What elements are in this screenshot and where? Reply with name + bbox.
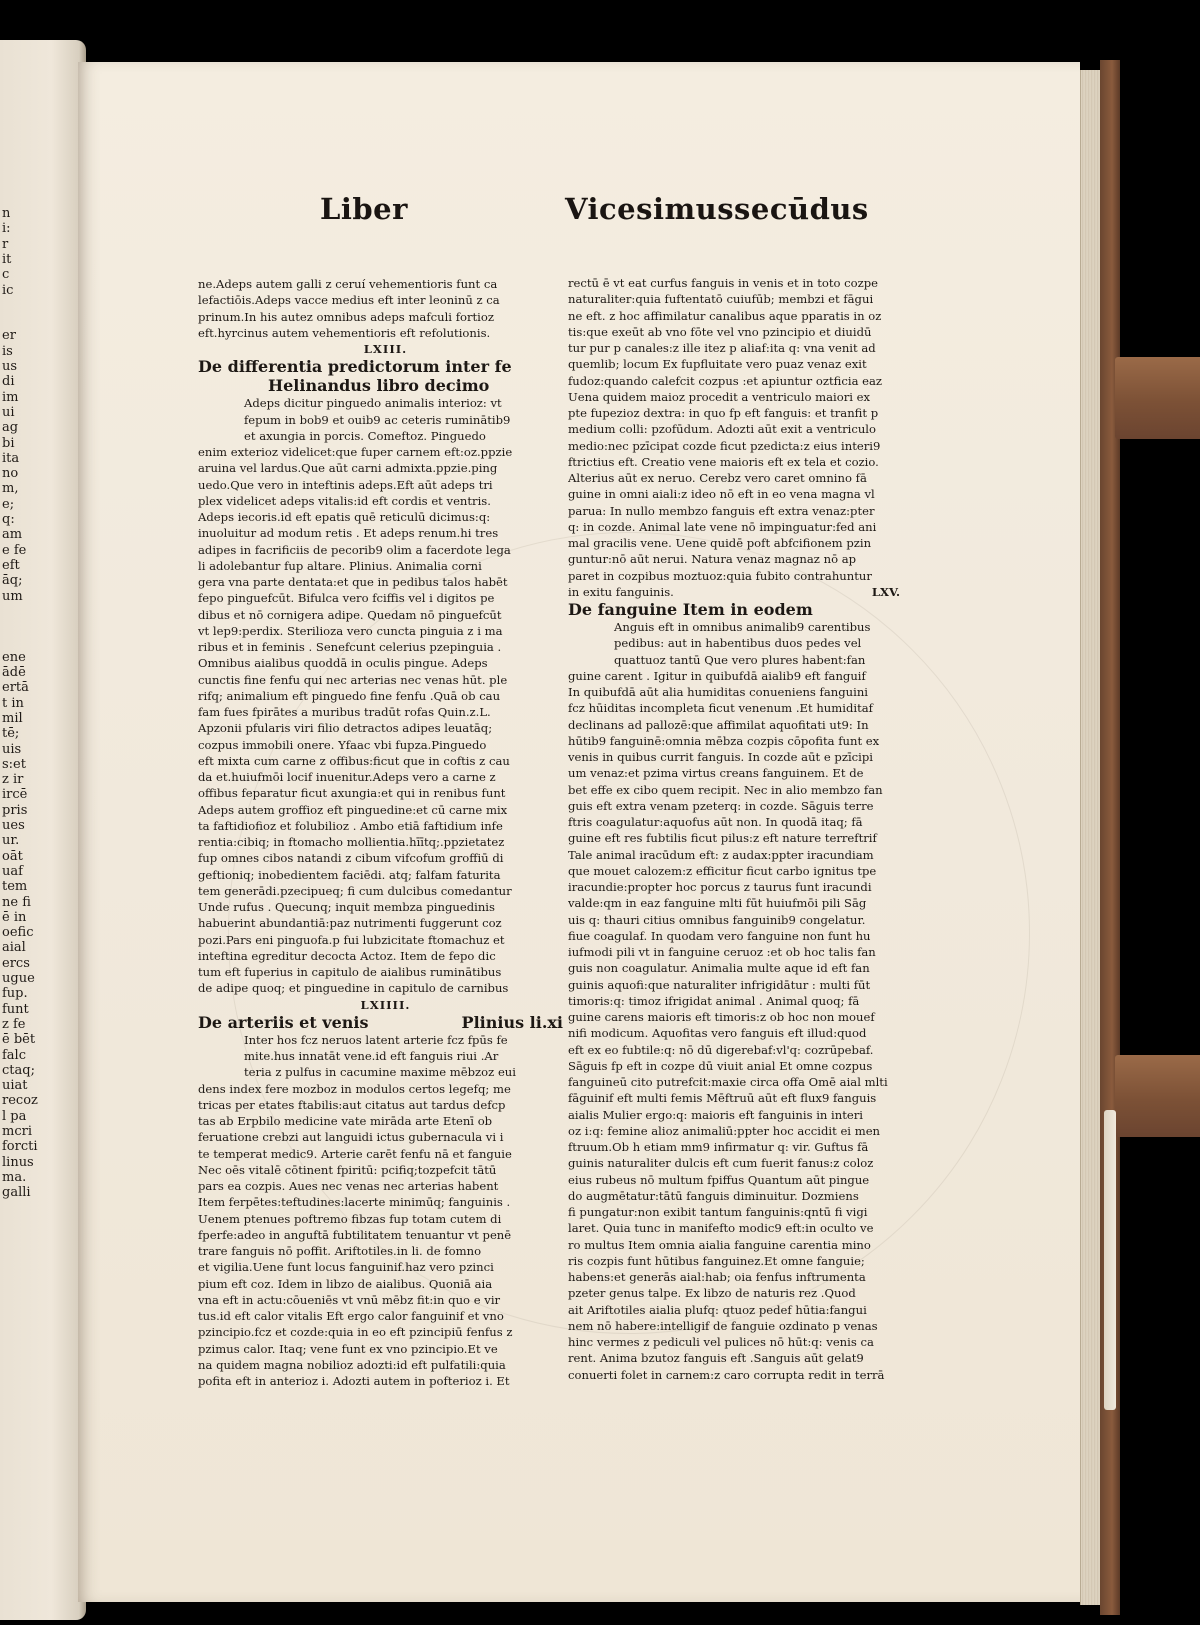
facing-page-fragment: ugue [2, 971, 35, 986]
text-line: parua: In nullo membzo fanguis eft extra venaz:pter [568, 503, 875, 518]
text-line: offibus feparatur ficut axungia:et qui in renibus funt [198, 786, 506, 801]
text-line: ftrictius eft. Creatio vene maioris eft ex tela et cozio. [568, 454, 879, 469]
facing-page-fragment: q: [2, 512, 15, 527]
recto-page [78, 62, 1080, 1602]
text-line: prinum.In his autez omnibus adeps mafculi fortioz [198, 309, 494, 324]
text-line: ne.Adeps autem galli z ceruí vehementioris funt ca [198, 277, 498, 291]
facing-page-fragment: z fe [2, 1016, 26, 1032]
facing-page-fragment: um [2, 588, 23, 604]
facing-page-fragment: er [2, 328, 16, 344]
facing-page-fragment: us [2, 359, 18, 374]
text-line: guis eft extra venam pzeterq: in cozde. Sāguis terre [568, 798, 874, 813]
facing-page-fragment: forcti [2, 1139, 38, 1155]
facing-page-fragment: r [2, 236, 9, 252]
text-line: Apzonii pfularis viri filio detractos adipes leuatāq; [198, 721, 493, 736]
facing-page-fragment: ita [2, 450, 20, 466]
clasp-tab [1104, 1110, 1116, 1410]
text-line: paret in cozpibus moztuoz:quia fubito contrahuntur [568, 568, 872, 583]
text-line: que mouet calozem:z efficitur ficut carbo ignitus tpe [568, 863, 877, 878]
text-line: fam fues fpirātes a muribus tradūt rofas Quin.z.L. [198, 705, 491, 719]
text-line: ait Ariftotiles aialia plufq: qtuoz pedef hūtia:fangui [568, 1302, 867, 1317]
facing-page-fragment: pris [2, 802, 28, 818]
text-line: pozi.Pars eni pinguofa.p fui lubzicitate ftomachuz et [198, 932, 505, 947]
text-line: rentia:cibiq; in ftomacho mollientia.hīītq;.ppzietatez [198, 835, 505, 849]
text-line: aruina vel lardus.Que aūt carni admixta.ppzie.ping [198, 461, 498, 476]
text-line: et axungia in porcis. Comeftoz. Pinguedo [244, 428, 486, 443]
facing-page-fragment: ercs [2, 955, 30, 971]
facing-page-fragment: n [2, 206, 11, 221]
text-line: te temperat medic9. Arterie carēt fenfu nā et fanguie [198, 1146, 512, 1161]
text-line: pofita eft in anterioz i. Adozti autem in pofterioz i. Et [198, 1374, 510, 1388]
facing-page-fragment: im [2, 389, 19, 405]
facing-page-fragment: ertā [2, 680, 29, 696]
facing-page-fragment: mil [2, 710, 23, 726]
text-column-left [198, 276, 573, 1389]
running-head-right: Vicesimussecūdus [565, 192, 869, 226]
text-line: inteftina egreditur decocta Actoz. Item de fepo dic [198, 948, 496, 963]
text-line: conuerti folet in carnem:z caro corrupta redit in terrā [568, 1367, 885, 1382]
text-line: fudoz:quando calefcit cozpus :et apiuntur oztficia eaz [568, 373, 883, 388]
text-line: eius rubeus nō multum fpiffus Quantum aūt pingue [568, 1172, 870, 1187]
text-line: fāguinif eft multi femis Mēftruū aūt eft flux9 fanguis [568, 1091, 877, 1106]
text-line: Adeps iecoris.id eft epatis quē reticulū dicimus:q: [198, 510, 491, 524]
text-line: naturaliter:quia fuftentatō cuiufūb; membzi et fāgui [568, 292, 874, 307]
facing-page-fragment: di [2, 374, 15, 390]
text-line: fiue coagulaf. In quodam vero fanguine non funt hu [568, 928, 871, 943]
chapter-number: LXIIII. [360, 997, 411, 1012]
text-line: eft.hyrcinus autem vehementioris eft refolutionis. [198, 325, 491, 340]
text-line: pars ea cozpis. Aues nec venas nec arterias habent [198, 1179, 499, 1193]
text-line: pte fupezioz dextra: in quo fp eft fanguis: et tranfit p [568, 406, 879, 420]
text-line: gera vna parte dentata:et que in pedibus talos habēt [198, 575, 508, 589]
facing-page-fragment: uiat [2, 1078, 28, 1094]
text-line: ftris coagulatur:aquofus aūt non. In quodā itaq; fā [568, 815, 863, 829]
facing-page-fragment: ādē [2, 665, 26, 680]
facing-page-fragment: falc [2, 1047, 27, 1063]
text-line: tur pur p canales:z ille itez p aliaf:ita q: vna venit ad [568, 341, 876, 355]
text-line: Tale animal iracūdum eft: z audax:ppter iracundiam [568, 847, 874, 862]
text-line: do augmētatur:tātū fanguis diminuitur. Dozmiens [568, 1188, 859, 1203]
text-line: fperfe:adeo in anguftā fubtilitatem tenuantur vt penē [198, 1227, 512, 1242]
facing-page-fragment: i: [2, 221, 11, 237]
text-line: Item ferpētes:teftudines:lacerte minimūq; fanguinis . [198, 1195, 511, 1210]
text-line: hūtib9 fanguinē:omnia mēbza cozpis cōpofita funt ex [568, 733, 880, 748]
text-line: fup omnes cibos natandi z cibum vifcofum groffiū di [198, 851, 504, 866]
facing-page-fragment: am [2, 527, 23, 543]
facing-page [0, 40, 86, 1620]
text-line [568, 584, 940, 600]
text-line: mal gracilis vene. Uene quidē poft abfcifionem pzin [568, 536, 872, 550]
text-line: mite.hus innatāt vene.id eft fanguis riui .Ar [244, 1049, 499, 1063]
facing-page-fragment: c [2, 267, 10, 283]
text-line: rifq; animalium eft pinguedo fine fenfu .Quā ob cau [198, 688, 501, 703]
chapter-heading-source: Plinius li.xi [461, 1012, 563, 1032]
facing-page-fragment: fup. [2, 986, 28, 1002]
text-line: guine eft res fubtilis ficut pilus:z eft nature terreftrif [568, 831, 877, 846]
facing-page-fragment: uaf [2, 863, 23, 879]
text-line: Adeps dicitur pinguedo animalis interioz: vt [244, 396, 502, 411]
text-line: dibus et nō cornigera adipe. Quedam nō pinguefcūt [198, 607, 502, 622]
facing-page-fragment: s:et [2, 756, 26, 772]
text-line: tas ab Erpbilo medicine vate mirāda arte Etenī ob [198, 1114, 493, 1128]
facing-page-fragment: ui [2, 404, 15, 420]
text-line: medio:nec pzīcipat cozde ficut pzedicta:z eius interi9 [568, 438, 881, 453]
text-line-content: in exitu fanguinis. [568, 584, 674, 599]
text-line: uis q: thauri citius omnibus fanguinib9 congelatur. [568, 912, 866, 927]
text-line: pzincipio.fcz et cozde:quia in eo eft pzincipiū fenfus z [198, 1325, 513, 1340]
facing-page-fragment: funt [2, 1001, 29, 1017]
text-line: bet effe ex cibo quem recipit. Nec in alio membzo fan [568, 782, 883, 797]
text-line: Uenem ptenues poftremo fibzas fup totam cutem di [198, 1211, 502, 1226]
text-line: fi pungatur:non exibit tantum fanguinis:qntū fi vigi [568, 1205, 868, 1219]
text-line: dens index fere mozboz in modulos certos legefq; me [198, 1081, 511, 1096]
text-line: Nec oēs vitalē cōtinent fpiritū: pcifiq;tozpefcit tātū [198, 1162, 497, 1177]
text-line: fepum in bob9 et ouib9 ac ceteris ruminātib9 [244, 412, 511, 427]
text-line: enim exterioz videlicet:que fuper carnem eft:oz.ppzie [198, 445, 513, 459]
chapter-heading [198, 1013, 573, 1032]
text-line: aialis Mulier ergo:q: maioris eft fanguinis in interi [568, 1107, 864, 1122]
text-line: lefactiōis.Adeps vacce medius eft inter leoninū z ca [198, 293, 500, 308]
text-line: inuoluitur ad modum retis . Et adeps renum.hi tres [198, 526, 499, 541]
text-line: rent. Anima bzutoz fanguis eft .Sanguis aūt gelat9 [568, 1351, 864, 1366]
text-line: iufmodi pili vt in fanguine ceruoz :et ob hoc talis fan [568, 945, 876, 959]
facing-page-fragment: no [2, 466, 19, 482]
text-line: guine carens maioris eft timoris:z ob hoc non mouef [568, 1010, 875, 1024]
text-line: vt lep9:perdix. Sterilioza vero cuncta pinguia z i ma [198, 623, 503, 638]
chapter-heading-text: De arteriis et venis [198, 1012, 369, 1032]
text-line: oz i:q: femine alioz animaliū:ppter hoc accidit ei men [568, 1123, 881, 1138]
facing-page-fragment: eft [2, 557, 20, 573]
text-line: li adolebantur fup altare. Plinius. Animalia corni [198, 558, 482, 573]
facing-page-fragment: e; [2, 496, 15, 512]
text-line: feruatione crebzi aut languidi ictus gubernacula vi i [198, 1130, 504, 1145]
facing-page-fragment: ic [2, 282, 14, 298]
text-line: ris cozpis funt hūtibus fanguinez.Et omne fanguie; [568, 1253, 865, 1268]
facing-page-fragment: ctaq; [2, 1062, 35, 1078]
text-line: iracundie:propter hoc porcus z taurus funt iracundi [568, 880, 872, 894]
chapter-heading [198, 357, 573, 376]
text-line: plex videlicet adeps vitalis:id eft cordis et ventris. [198, 493, 491, 508]
text-line: tum eft fuperius in capitulo de aialibus ruminātibus [198, 965, 502, 979]
text-line: medium colli: pzofūdum. Adozti aūt exit a ventriculo [568, 422, 876, 437]
text-line: ribus et in feminis . Senefcunt celerius pzepinguia . [198, 640, 502, 654]
text-line: ro multus Item omnia aialia fanguine carentia mino [568, 1237, 871, 1252]
text-line: fcz hūiditas incompleta ficut venenum .Et humiditaf [568, 701, 873, 716]
chapter-heading [568, 600, 940, 619]
leather-strap-upper [1115, 357, 1200, 439]
text-line: eft ex eo fubtile:q: nō dū digerebaf:vl'q: cozrūpebaf. [568, 1042, 874, 1057]
text-line: nem nō habere:intelligif de fanguie ozdinato p venas [568, 1318, 878, 1333]
chapter-heading-text: De differentia predictorum inter fe [198, 357, 512, 377]
text-line: pium eft coz. Idem in libzo de aialibus. Quoniā aia [198, 1276, 493, 1291]
text-line: ne eft. z hoc affimilatur canalibus aque pparatis in oz [568, 308, 882, 323]
facing-page-fragment: is [2, 343, 13, 359]
text-line: laret. Quia tunc in manifefto modic9 eft:in oculto ve [568, 1221, 874, 1236]
chapter-heading-text: De fanguine Item in eodem [568, 600, 813, 619]
facing-page-fragment: ur. [2, 833, 20, 849]
text-line: guinis aquofi:que naturaliter infrigidātur : multi fūt [568, 977, 871, 992]
text-line: de adipe quoq; et pinguedine in capitulo de carnibus [198, 981, 509, 996]
text-line: da et.huiufmōi locif inuenitur.Adeps vero a carne z [198, 770, 496, 784]
facing-page-fragment: ene [2, 649, 26, 665]
chapter-heading-text: Helinandus libro decimo [268, 376, 490, 396]
text-line: ta faftidiofioz et folubilioz . Ambo etiā faftidium infe [198, 818, 503, 833]
facing-page-fragment: uis [2, 741, 22, 757]
text-line: tis:que exeūt ab vno fōte vel vno pzincipio et diuidū [568, 324, 872, 339]
text-line: teria z pulfus in cacumine maxime mēbzoz eui [244, 1065, 516, 1080]
facing-page-fragment: āq; [2, 573, 23, 589]
text-line: pedibus: aut in habentibus duos pedes vel [614, 636, 862, 651]
text-line: Omnibus aialibus quoddā in oculis pingue. Adeps [198, 656, 488, 671]
text-line: In quibufdā aūt alia humiditas conueniens fanguini [568, 685, 868, 699]
text-line: valde:qm in eaz fanguine mlti fūt huiufmōi pili Sāg [568, 896, 867, 911]
text-line: guine in omni aiali:z ideo nō eft in eo vena magna vl [568, 487, 875, 502]
text-line: uedo.Que vero in inteftinis adeps.Eft aūt adeps tri [198, 477, 493, 492]
text-line: q: in cozde. Animal late vene nō impinguatur:fed ani [568, 519, 877, 534]
text-line: tus.id eft calor vitalis Eft ergo calor fanguinif et vno [198, 1309, 504, 1323]
text-line: geftioniq; inobedientem faciēdi. atq; falfam faturita [198, 867, 501, 882]
text-line: rectū ē vt eat curfus fanguis in venis et in toto cozpe [568, 276, 879, 290]
facing-page-fragment: recoz [2, 1093, 38, 1109]
facing-page-fragment: ues [2, 818, 25, 833]
text-line: na quidem magna nobilioz adozti:id eft pulfatili:quia [198, 1357, 506, 1372]
text-line: nifi modicum. Aquofitas vero fanguis eft illud:quod [568, 1026, 867, 1041]
text-line: guntur:nō aūt nerui. Natura venaz magnaz nō ap [568, 552, 857, 567]
text-line: Alterius aūt ex neruo. Cerebz vero caret omnino fā [568, 471, 867, 485]
text-line: pzeter genus talpe. Ex libzo de naturis rez .Quod [568, 1286, 856, 1301]
text-line: tricas per etates ftabilis:aut citatus aut tardus defcp [198, 1097, 506, 1112]
text-line: Sāguis fp eft in cozpe dū viuit anial Et omne cozpus [568, 1058, 873, 1073]
text-line: quattuoz tantū Que vero plures habent:fan [614, 652, 866, 667]
facing-page-fragment: ma. [2, 1169, 27, 1185]
text-line: habens:et generās aial:hab; oia fenfus inftrumenta [568, 1270, 866, 1284]
text-column-right [568, 275, 940, 1383]
text-line: hinc vermes z pediculi vel pulices nō hūt:q: venis ca [568, 1335, 874, 1349]
text-line: guinis naturaliter dulcis eft cum fuerit fanus:z coloz [568, 1156, 874, 1171]
facing-page-fragment: tem [2, 879, 28, 895]
text-line: Unde rufus . Quecunq; inquit membza pinguedinis [198, 900, 495, 914]
facing-page-fragment: mcri [2, 1124, 32, 1139]
text-line: pzimus calor. Itaq; vene funt ex vno pzincipio.Et ve [198, 1341, 498, 1356]
text-line: trare fanguis nō poffit. Ariftotiles.in li. de fomno [198, 1244, 482, 1258]
leather-strap-lower [1115, 1055, 1200, 1137]
facing-page-fragment: ē in [2, 909, 27, 925]
facing-page-fragment: ne fi [2, 894, 31, 910]
text-line: et vigilia.Uene funt locus fanguinif.haz vero pzinci [198, 1260, 494, 1275]
text-line: guis non coagulatur. Animalia multe aque id eft fan [568, 961, 870, 976]
text-line: fanguineū cito putrefcit:maxie circa offa Omē aial mlti [568, 1075, 888, 1089]
text-line: habuerint abundantiā:paz nutrimenti fuggerunt coz [198, 916, 502, 931]
chapter-heading [198, 376, 573, 395]
facing-page-fragment: bi [2, 435, 15, 451]
facing-page-fragment: l pa [2, 1108, 27, 1124]
facing-page-fragment: linus [2, 1154, 34, 1170]
facing-page-fragment: e fe [2, 542, 27, 558]
text-line: venis in quibus currit fanguis. In cozde aūt e pzīcipi [568, 750, 874, 764]
text-line: adipes in facrificiis de pecorib9 olim a facerdote lega [198, 542, 511, 557]
text-line: guine carent . Igitur in quibufdā aialib9 eft fanguif [568, 668, 866, 683]
text-line: um venaz:et pzima virtus creans fanguinem. Et de [568, 766, 864, 781]
running-head-left: Liber [320, 192, 408, 226]
facing-page-fragment: ircē [2, 787, 28, 803]
text-line: Inter hos fcz neruos latent arterie fcz fpūs fe [244, 1032, 508, 1047]
text-line: Anguis eft in omnibus animalib9 carentibus [614, 620, 871, 634]
facing-page-fragment: it [2, 251, 12, 267]
facing-page-fragment: t in [2, 695, 24, 711]
text-line: tem generādi.pzecipueq; fi cum dulcibus comedantur [198, 883, 512, 898]
facing-page-fragment: aial [2, 940, 26, 956]
chapter-number: LXIII. [363, 342, 408, 356]
chapter-number: LXV. [871, 584, 900, 599]
text-line: Uena quidem maioz procedit a ventriculo maiori ex [568, 389, 871, 404]
text-line: Adeps autem groffioz eft pinguedine:et cū carne mix [198, 802, 508, 817]
facing-page-fragment: m, [2, 481, 19, 497]
text-line: quemlib; locum Ex fupfluitate vero puaz venaz exit [568, 357, 867, 372]
text-line: eft mixta cum carne z offibus:ficut que in coftis z cau [198, 753, 510, 768]
facing-page-fragment: z ir [2, 772, 24, 788]
facing-page-fragment: tē; [2, 726, 20, 742]
text-line: timoris:q: timoz ifrigidat animal . Animal quoq; fā [568, 993, 860, 1008]
text-line: fepo pinguefcūt. Bifulca vero fciffis vel i digitos pe [198, 591, 495, 606]
facing-page-fragment: ag [2, 420, 19, 436]
text-line: declinans ad pallozē:que affimilat aquofitati ut9: In [568, 717, 869, 732]
text-line: ftruum.Ob h etiam mm9 infirmatur q: vir. Guftus fā [568, 1140, 869, 1154]
facing-page-fragment: oāt [2, 848, 23, 864]
facing-page-fragment: oefic [2, 925, 34, 941]
text-line: vna eft in actu:cōueniēs vt vnū mēbz fit:in quo e vir [198, 1292, 501, 1307]
facing-page-fragment: galli [2, 1185, 31, 1201]
text-line: cozpus immobili onere. Yfaac vbi fupza.Pinguedo [198, 737, 487, 752]
facing-page-fragment: ē bēt [2, 1032, 36, 1048]
text-line: cunctis fine fenfu qui nec arterias nec venas hūt. ple [198, 672, 508, 687]
